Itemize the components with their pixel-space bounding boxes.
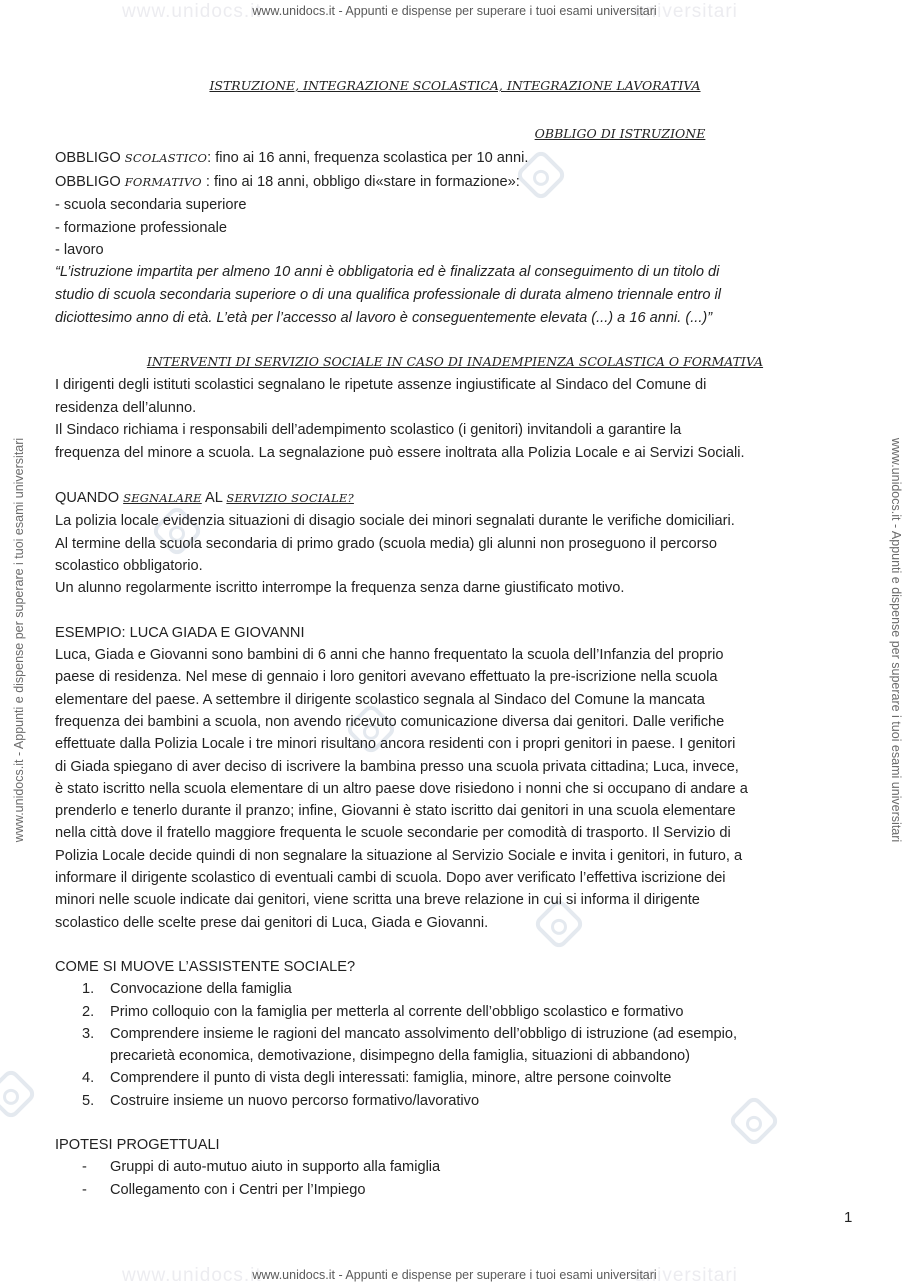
section-title-quando: QUANDO SEGNALARE AL SERVIZIO SOCIALE?	[55, 490, 354, 506]
paragraph-line: scolastico delle scelte prese dai genitori di Luca, Giada e Giovanni.	[55, 915, 489, 931]
page-number: 1	[844, 1209, 853, 1226]
quote-line: “L’istruzione impartita per almeno 10 anni è obbligatoria ed è finalizzata al conseguimento di un titolo di	[55, 264, 720, 280]
section-title-obbligo: OBBLIGO DI ISTRUZIONE	[534, 126, 706, 141]
logo-watermark-icon	[0, 1067, 38, 1121]
watermark-bottom: www.unidocs.it - Appunti e dispense per superare i tuoi esami universitari	[252, 1268, 657, 1282]
quote-line: studio di scuola secondaria superiore o di una qualifica professionale di durata almeno triennale entro il	[55, 287, 722, 303]
paragraph-line: scolastico obbligatorio.	[55, 558, 203, 574]
paragraph-line: I dirigenti degli istituti scolastici segnalano le ripetute assenze ingiustificate al Sindaco del Comune di	[55, 377, 707, 393]
faint-watermark-top-right: universitari	[634, 1, 738, 22]
paragraph-line: paese di residenza. Nel mese di gennaio i loro genitori avevano effettuato la pre-iscrizione nella scuola	[55, 669, 718, 685]
section-title-interventi: INTERVENTI DI SERVIZIO SOCIALE IN CASO DI INADEMPIENZA SCOLASTICA O FORMATIVA	[146, 354, 764, 369]
paragraph-line: frequenza del minore a scuola. La segnalazione può essere inoltrata alla Polizia Locale e ai Servizi Sociali.	[55, 445, 745, 461]
paragraph-line: Il Sindaco richiama i responsabili dell’adempimento scolastico (i genitori) invitandoli a garantire la	[55, 422, 682, 438]
section-title-ipotesi: IPOTESI PROGETTUALI	[55, 1137, 220, 1153]
paragraph-line: è stato iscritto nella scuola elementare di un altro paese dove risiedono i nonni che si occupano di andare a	[55, 781, 748, 797]
paragraph-line: Luca, Giada e Giovanni sono bambini di 6 anni che hanno frequentato la scuola dell’Infanzia del proprio	[55, 647, 724, 663]
main-title: ISTRUZIONE, INTEGRAZIONE SCOLASTICA, INTEGRAZIONE LAVORATIVA	[209, 78, 701, 93]
list-item: - scuola secondaria superiore	[55, 197, 247, 213]
watermark-left-vertical: www.unidocs.it - Appunti e dispense per superare i tuoi esami universitari	[12, 437, 26, 843]
quote-line: diciottesimo anno di età. L’età per l’accesso al lavoro è conseguentemente elevata (...) a 16 anni. (...)”	[55, 310, 713, 326]
paragraph-line: La polizia locale evidenzia situazioni di disagio sociale dei minori segnalati durante le verifiche domiciliari.	[55, 513, 735, 529]
faint-watermark-bottom-right: universitari	[634, 1265, 738, 1286]
paragraph-line: minori nelle scuole indicate dai genitori, viene scritta una breve relazione in cui si informa il dirigente	[55, 892, 700, 908]
paragraph-line: Polizia Locale decide quindi di non segnalare la situazione al Servizio Sociale e invita i genitori, in futuro, a	[55, 848, 743, 864]
paragraph-line: nella città dove il fratello maggiore frequenta le scuole secondarie per comodità di trasporto. Il Servizio di	[55, 825, 731, 841]
paragraph-line: residenza dell’alunno.	[55, 400, 197, 416]
section-title-esempio: ESEMPIO: LUCA GIADA E GIOVANNI	[55, 625, 305, 641]
paragraph-line: di Giada spiegano di aver deciso di iscrivere la bambina presso una scuola privata cittadina; Luca, invece,	[55, 759, 739, 775]
paragraph-line: effettuate dalla Polizia Locale i tre minori risultano ancora residenti con i propri genitori in paese. I genitori	[55, 736, 736, 752]
logo-watermark-icon	[727, 1094, 781, 1148]
watermark-top: www.unidocs.it - Appunti e dispense per superare i tuoi esami universitari	[252, 4, 657, 18]
list-item: - lavoro	[55, 242, 104, 258]
paragraph-line: informare il dirigente scolastico di eventuali cambi di scuola. Dopo aver verificato l’effettiva iscrizione dei	[55, 870, 726, 886]
obbligo-formativo-line: OBBLIGO FORMATIVO : fino ai 18 anni, obbligo di«stare in formazione»:	[55, 174, 520, 190]
paragraph-line: Al termine della scuola secondaria di primo grado (scuola media) gli alunni non proseguono il percorso	[55, 536, 717, 552]
paragraph-line: elementare del paese. A settembre il dirigente scolastico segnala al Sindaco del Comune la mancata	[55, 692, 705, 708]
faint-watermark-top-left: www.unidocs.it	[122, 1, 262, 22]
list-item: - formazione professionale	[55, 220, 227, 236]
faint-watermark-bottom-left: www.unidocs.it	[122, 1265, 262, 1286]
paragraph-line: prenderlo e tenerlo durante il pranzo; infine, Giovanni è stato iscritto dai genitori in una scuola elementare	[55, 803, 736, 819]
paragraph-line: frequenza dei bambini a scuola, non avendo ricevuto comunicazione diversa dai genitori. Dalle verifiche	[55, 714, 725, 730]
section-title-assistente: COME SI MUOVE L’ASSISTENTE SOCIALE?	[55, 959, 356, 975]
watermark-right-vertical: www.unidocs.it - Appunti e dispense per superare i tuoi esami universitari	[889, 437, 903, 843]
obbligo-scolastico-line: OBBLIGO SCOLASTICO: fino ai 16 anni, frequenza scolastica per 10 anni.	[55, 150, 529, 166]
paragraph-line: Un alunno regolarmente iscritto interrompe la frequenza senza darne giustificato motivo.	[55, 580, 625, 596]
